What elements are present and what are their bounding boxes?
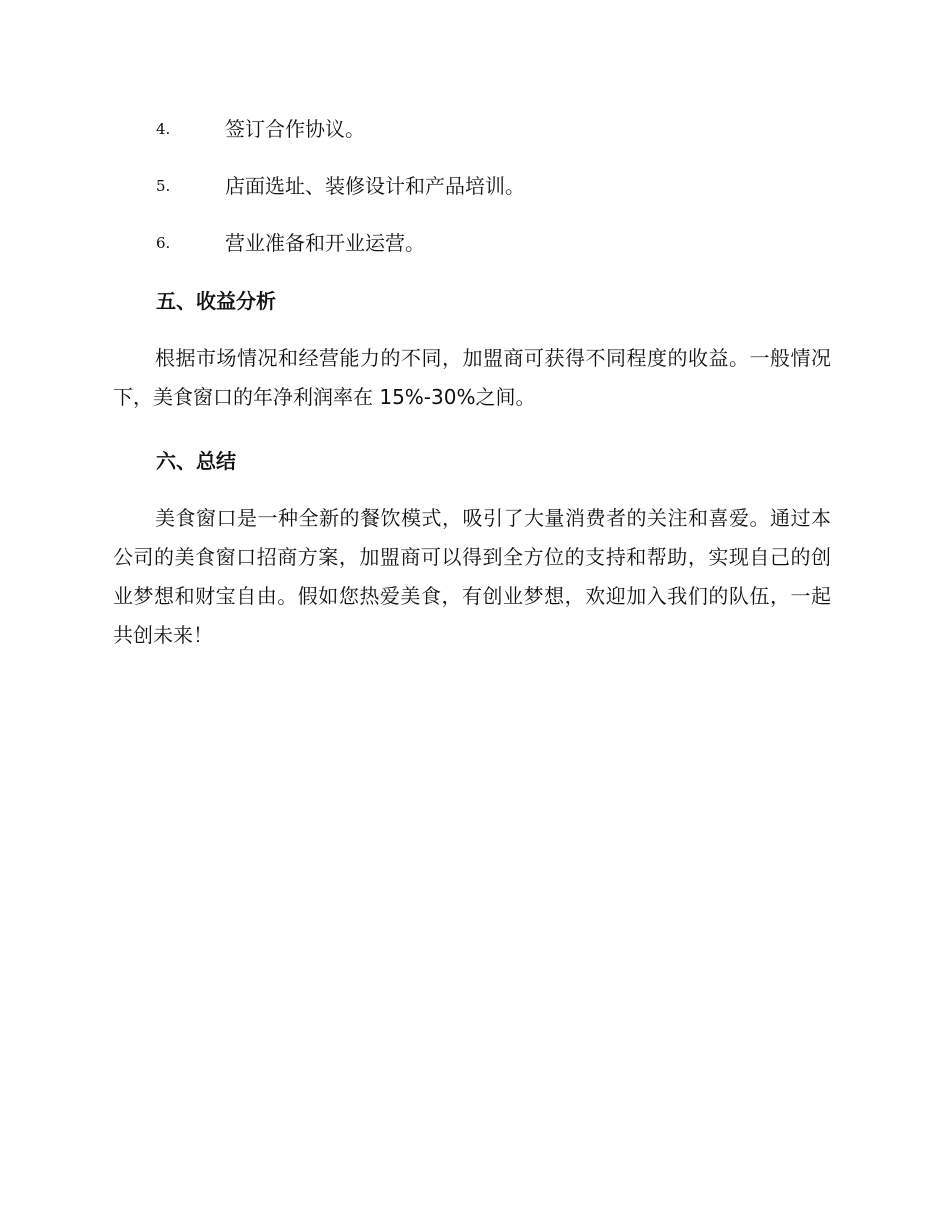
paragraph-summary: 美食窗口是一种全新的餐饮模式，吸引了大量消费者的关注和喜爱。通过本公司的美食窗口招商方案，加盟商可以得到全方位的支持和帮助，实现自己的创业梦想和财宝自由。假如您热爱美食，有创业梦想，欢迎加入我们的队伍，一起共创未来！ (113, 506, 831, 647)
paragraph-income-analysis: 根据市场情况和经营能力的不同，加盟商可获得不同程度的收益。一般情况下，美食窗口的年净利润率在 15%-30%之间。 (113, 346, 831, 409)
list-item-number: 5. (156, 177, 171, 195)
list-item-text: 营业准备和开业运营。 (225, 231, 425, 255)
list-item-text: 签订合作协议。 (225, 117, 365, 141)
list-item (156, 227, 836, 259)
section-heading-summary: 六、总结 (156, 449, 236, 473)
list-item (156, 113, 836, 145)
list-item-number: 4. (156, 120, 171, 138)
list-item (156, 170, 836, 202)
list-item-text: 店面选址、装修设计和产品培训。 (225, 174, 525, 198)
section-heading-income-analysis: 五、收益分析 (156, 289, 276, 313)
list-item-number: 6. (156, 234, 171, 252)
